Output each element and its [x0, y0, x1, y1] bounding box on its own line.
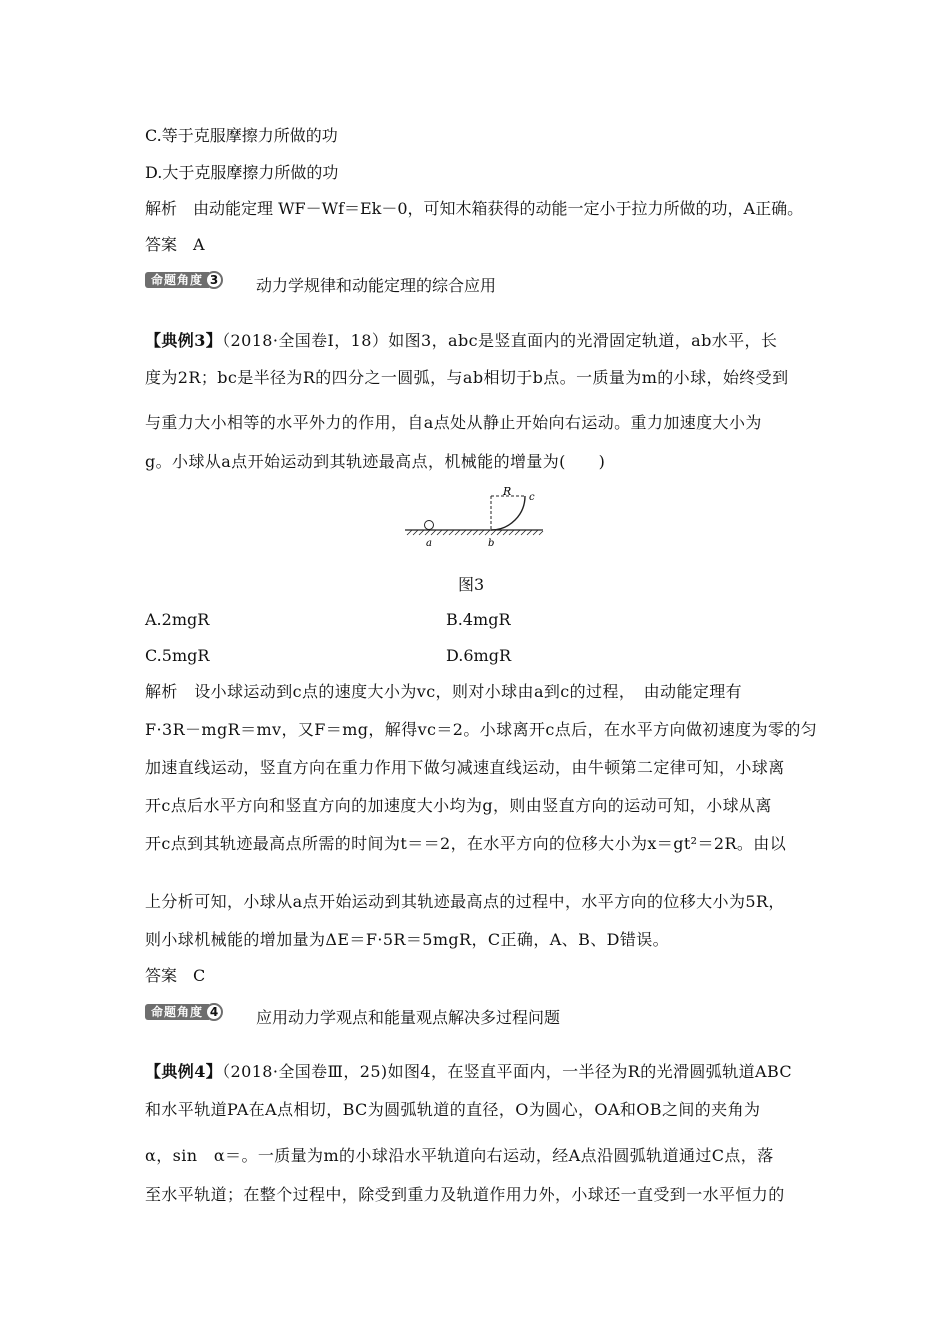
analysis-prev: 解析 由动能定理 WF－Wf＝Ek－0，可知木箱获得的动能一定小于拉力所做的功，A正确。 [145, 199, 804, 218]
example3-line2: 度为2R；bc是半径为R的四分之一圆弧，与ab相切于b点。一质量为m的小球，始终受到 [145, 368, 789, 387]
option-d-prev: D.大于克服摩擦力所做的功 [145, 163, 339, 182]
topic-angle-badge-4 [145, 1002, 237, 1022]
analysis3-line6: 上分析可知，小球从a点开始运动到其轨迹最高点的过程中，水平方向的位移大小为5R， [145, 892, 785, 911]
example3-line3: 与重力大小相等的水平外力的作用，自a点处从静止开始向右运动。重力加速度大小为 [145, 413, 762, 432]
label-R: R [503, 486, 512, 498]
topic-angle-badge-3 [145, 270, 237, 290]
example4-line3: α，sin α＝。一质量为m的小球沿水平轨道向右运动，经A点沿圆弧轨道通过C点，落 [145, 1146, 774, 1165]
badge-number: 3 [205, 271, 223, 289]
answer-prev: 答案 A [145, 235, 205, 254]
badge-tag: 命题角度 [145, 272, 209, 288]
answer3: 答案 C [145, 966, 206, 985]
analysis3-line7: 则小球机械能的增加量为ΔE＝F·5R＝5mgR，C正确，A、B、D错误。 [145, 930, 670, 949]
ball [425, 521, 434, 530]
example3-line4: g。小球从a点开始运动到其轨迹最高点，机械能的增量为( ) [145, 452, 606, 471]
example4-line2: 和水平轨道PA在A点相切，BC为圆弧轨道的直径，O为圆心，OA和OB之间的夹角为 [145, 1100, 761, 1119]
label-b: b [488, 538, 495, 549]
track-diagram [403, 486, 548, 550]
analysis3-line5: 开c点到其轨迹最高点所需的时间为t＝＝2，在水平方向的位移大小为x＝gt²＝2R。由以 [145, 834, 787, 853]
topic-angle-title-3: 动力学规律和动能定理的综合应用 [256, 276, 497, 295]
option-c-prev: C.等于克服摩擦力所做的功 [145, 126, 338, 145]
example4-line1 [145, 1062, 792, 1082]
figure-caption: 图3 [458, 575, 485, 594]
option-c: C.5mgR [145, 646, 210, 665]
option-a: A.2mgR [145, 610, 210, 629]
label-c: c [529, 492, 535, 503]
example4-text1: （2018·全国卷Ⅲ，25)如图4，在竖直平面内，一半径为R的光滑圆弧轨道ABC [222, 1062, 793, 1081]
analysis3-line3: 加速直线运动，竖直方向在重力作用下做匀减速直线运动，由牛顿第二定律可知，小球离 [145, 758, 785, 777]
example3-text1: （2018·全国卷Ⅰ，18）如图3，abc是竖直面内的光滑固定轨道，ab水平，长 [222, 331, 778, 350]
badge-number: 4 [205, 1003, 223, 1021]
analysis3-line2: F·3R－mgR＝mv，又F＝mg，解得vc＝2。小球离开c点后，在水平方向做初速度为零的匀 [145, 720, 818, 739]
badge-tag: 命题角度 [145, 1004, 209, 1020]
topic-angle-title-4: 应用动力学观点和能量观点解决多过程问题 [256, 1008, 561, 1027]
example4-line4: 至水平轨道；在整个过程中，除受到重力及轨道作用力外，小球还一直受到一水平恒力的 [145, 1185, 785, 1204]
quarter-arc [491, 496, 525, 530]
option-b: B.4mgR [446, 610, 511, 629]
label-a: a [426, 538, 432, 549]
example3-label: 【典例3】 [145, 331, 223, 350]
analysis3-line4: 开c点后水平方向和竖直方向的加速度大小均为g，则由竖直方向的运动可知，小球从离 [145, 796, 772, 815]
analysis3-line1: 解析 设小球运动到c点的速度大小为vc，则对小球由a到c的过程， 由动能定理有 [145, 682, 743, 701]
option-d: D.6mgR [446, 646, 511, 665]
ground-hatch [407, 530, 543, 535]
example4-label: 【典例4】 [145, 1062, 223, 1081]
example3-line1 [145, 331, 777, 351]
